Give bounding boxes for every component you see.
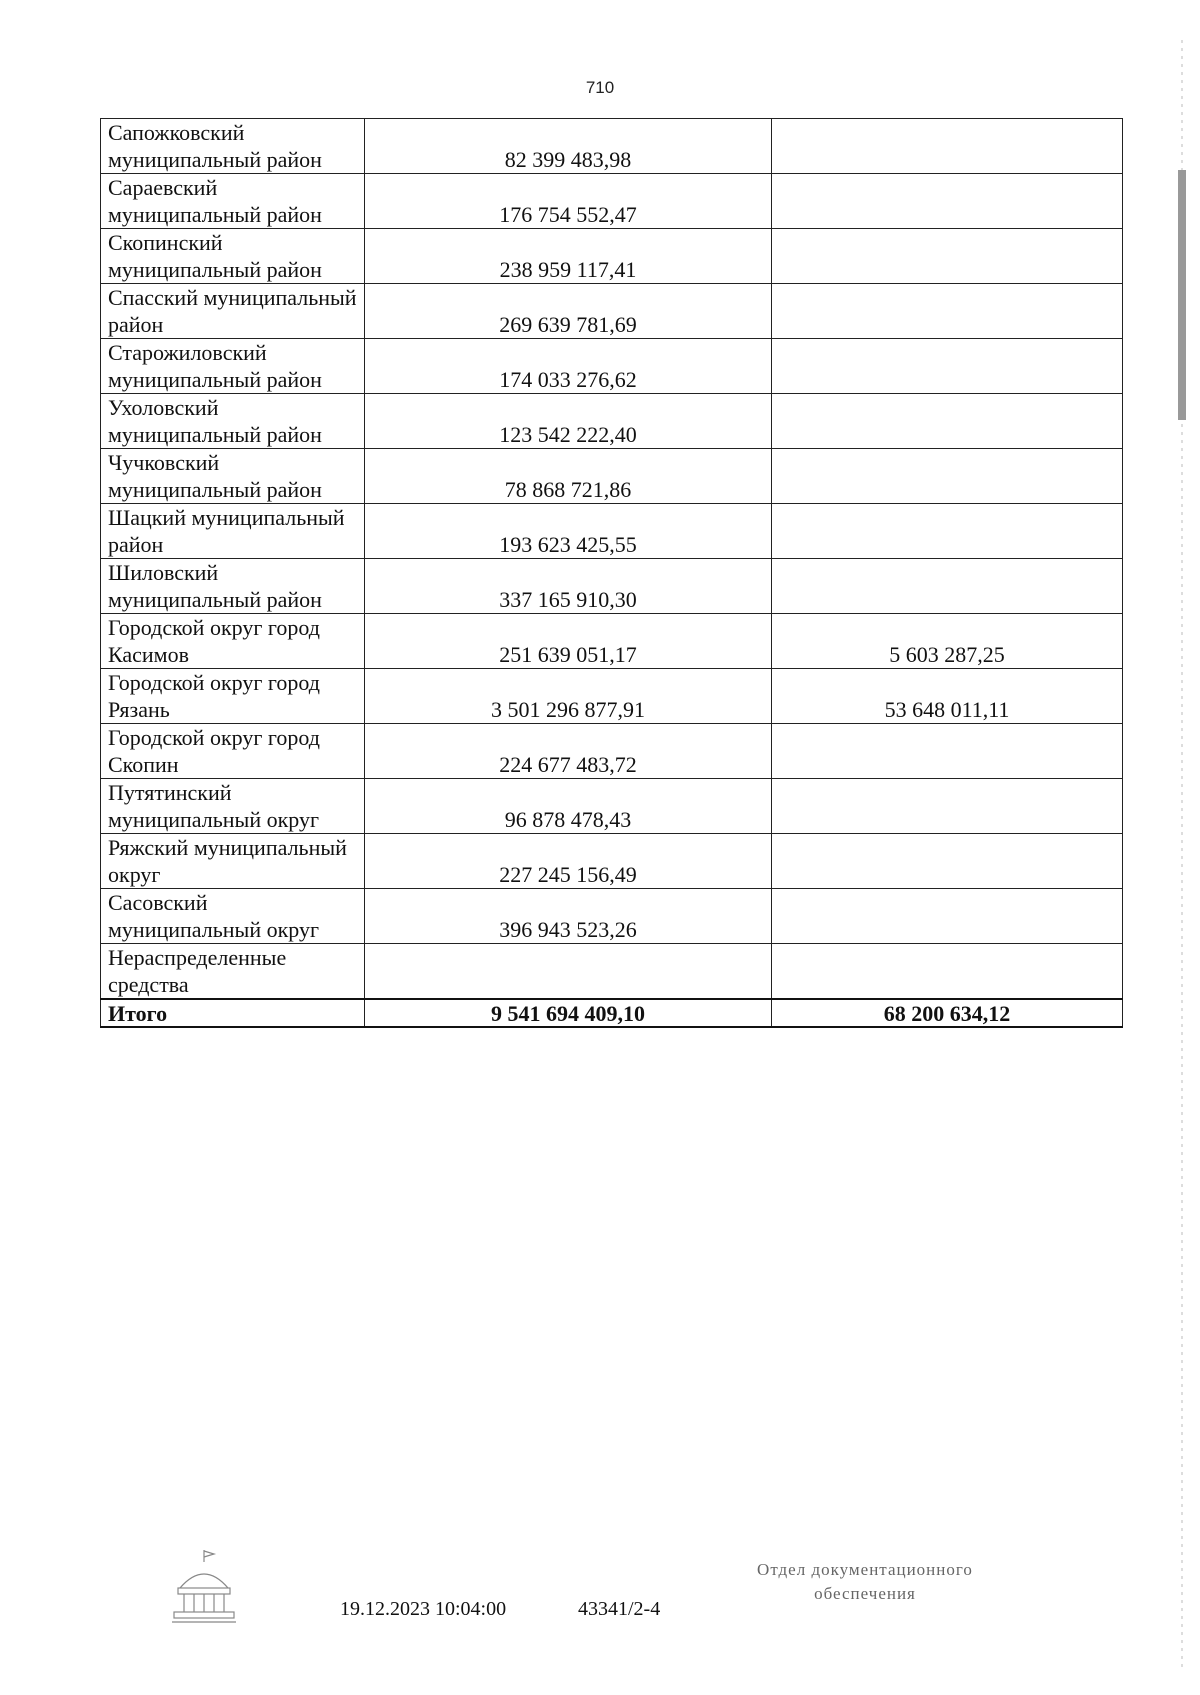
page-number: 710 xyxy=(585,78,615,97)
municipality-name-cell: Шацкий муниципальный район xyxy=(101,504,365,559)
secondary-amount-cell xyxy=(772,119,1123,174)
secondary-amount-cell xyxy=(772,559,1123,614)
table-row xyxy=(101,504,1123,559)
secondary-amount-cell xyxy=(772,504,1123,559)
secondary-amount-cell xyxy=(772,779,1123,834)
amount-cell xyxy=(365,944,772,1000)
table-row xyxy=(101,944,1123,1000)
municipality-name-cell: Шиловский муниципальный район xyxy=(101,559,365,614)
municipality-name-cell: Ухоловский муниципальный район xyxy=(101,394,365,449)
municipality-name-cell: Ряжский муниципальный округ xyxy=(101,834,365,889)
secondary-amount-cell xyxy=(772,449,1123,504)
table-row xyxy=(101,339,1123,394)
total-label-cell: Итого xyxy=(101,999,365,1027)
table-row xyxy=(101,284,1123,339)
municipality-name-cell: Городской округ город Скопин xyxy=(101,724,365,779)
budget-table xyxy=(100,118,1123,1028)
secondary-amount-cell xyxy=(772,284,1123,339)
municipality-name-cell: Сасовский муниципальный округ xyxy=(101,889,365,944)
amount-cell: 96 878 478,43 xyxy=(365,779,772,834)
amount-cell: 227 245 156,49 xyxy=(365,834,772,889)
amount-cell: 176 754 552,47 xyxy=(365,174,772,229)
amount-cell: 337 165 910,30 xyxy=(365,559,772,614)
amount-cell: 238 959 117,41 xyxy=(365,229,772,284)
footer-datetime: 19.12.2023 10:04:00 xyxy=(340,1598,507,1620)
secondary-amount-cell: 53 648 011,11 xyxy=(772,669,1123,724)
table-row xyxy=(101,669,1123,724)
secondary-amount-cell xyxy=(772,889,1123,944)
stamp-line-1: Отдел документационного xyxy=(757,1560,973,1579)
table-row xyxy=(101,834,1123,889)
table-row xyxy=(101,559,1123,614)
secondary-amount-cell xyxy=(772,834,1123,889)
secondary-amount-cell xyxy=(772,339,1123,394)
amount-cell: 82 399 483,98 xyxy=(365,119,772,174)
municipality-name-cell: Старожиловский муниципальный район xyxy=(101,339,365,394)
table-row xyxy=(101,724,1123,779)
total-secondary-amount-cell: 68 200 634,12 xyxy=(772,999,1123,1027)
footer-reg-number: 43341/2-4 xyxy=(578,1598,661,1620)
amount-cell: 123 542 222,40 xyxy=(365,394,772,449)
table-body xyxy=(101,119,1123,1028)
municipality-name-cell: Спасский муниципальный район xyxy=(101,284,365,339)
duma-logo-icon xyxy=(168,1548,240,1626)
amount-cell: 78 868 721,86 xyxy=(365,449,772,504)
municipality-name-cell: Чучковский муниципальный район xyxy=(101,449,365,504)
table-row xyxy=(101,779,1123,834)
total-row xyxy=(101,999,1123,1027)
municipality-name-cell: Сапожковский муниципальный район xyxy=(101,119,365,174)
amount-cell: 269 639 781,69 xyxy=(365,284,772,339)
amount-cell: 174 033 276,62 xyxy=(365,339,772,394)
stamp-line-2: обеспечения xyxy=(814,1584,916,1603)
department-stamp xyxy=(700,1558,1030,1606)
table-row xyxy=(101,394,1123,449)
secondary-amount-cell: 5 603 287,25 xyxy=(772,614,1123,669)
table-row xyxy=(101,614,1123,669)
secondary-amount-cell xyxy=(772,229,1123,284)
table-row xyxy=(101,119,1123,174)
secondary-amount-cell xyxy=(772,174,1123,229)
table-row xyxy=(101,889,1123,944)
municipality-name-cell: Скопинский муниципальный район xyxy=(101,229,365,284)
amount-cell: 224 677 483,72 xyxy=(365,724,772,779)
amount-cell: 3 501 296 877,91 xyxy=(365,669,772,724)
amount-cell: 193 623 425,55 xyxy=(365,504,772,559)
scan-edge-artifact xyxy=(1176,40,1188,1670)
amount-cell: 251 639 051,17 xyxy=(365,614,772,669)
secondary-amount-cell xyxy=(772,724,1123,779)
municipality-name-cell: Городской округ город Рязань xyxy=(101,669,365,724)
municipality-name-cell: Путятинский муниципальный округ xyxy=(101,779,365,834)
municipality-name-cell: Нераспределенные средства xyxy=(101,944,365,1000)
table-row xyxy=(101,229,1123,284)
secondary-amount-cell xyxy=(772,944,1123,1000)
table-row xyxy=(101,449,1123,504)
amount-cell: 396 943 523,26 xyxy=(365,889,772,944)
municipality-name-cell: Сараевский муниципальный район xyxy=(101,174,365,229)
secondary-amount-cell xyxy=(772,394,1123,449)
municipality-name-cell: Городской округ город Касимов xyxy=(101,614,365,669)
table-row xyxy=(101,174,1123,229)
total-amount-cell: 9 541 694 409,10 xyxy=(365,999,772,1027)
